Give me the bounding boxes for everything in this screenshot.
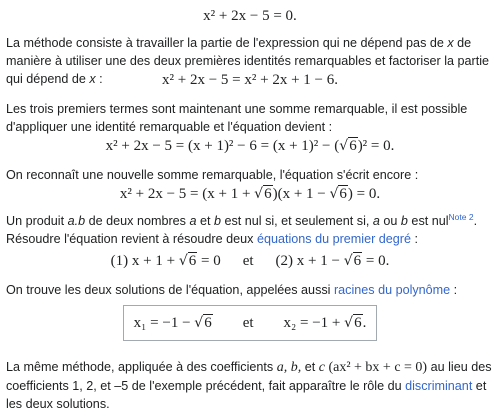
sqrt-symbol: √6 (254, 186, 272, 202)
paragraph-identity: Les trois premiers termes sont maintenant une somme remarquable, il est possible d'appliquer une identité remarquable et l'équation devient : (6, 102, 468, 134)
sqrt-symbol: √6 (344, 315, 362, 331)
equation-1 (0, 8, 500, 25)
sqrt-symbol: √6 (343, 253, 362, 269)
paragraph-solutions: On trouve les deux solutions de l'équation, appelées aussi racines du polynôme : (6, 283, 458, 297)
footnote-link[interactable]: Note 2 (448, 211, 474, 222)
paragraph-product: Un produit a.b de deux nombres a et b est nul si, et seulement si, a ou b est nul$^{Note 2}$. Résoudre l'équation revient à résoudre deux équations du premier degré : (6, 211, 478, 246)
equation-2: x² + 2x − 5 = x² + 2x + 1 − 6. (161, 72, 338, 88)
equation-text: x² + 2x − 5 = 0. (203, 8, 297, 24)
link-discriminant[interactable]: discriminant (405, 379, 473, 393)
paragraph-general-method: La même méthode, appliquée à des coefficients a, b, et c (ax² + bx + c = 0) au lieu des coefficients 1, 2, et –5 de l'exemple précédent, fait apparaître le rôle du discriminant et les deux solutions. (6, 360, 492, 411)
equation-4: x² + 2x − 5 = (x + 1 + √6)(x + 1 − √6) = 0. (119, 186, 381, 202)
link-racines-du-polynome[interactable]: racines du polynôme (333, 283, 451, 297)
sqrt-symbol: √6 (194, 315, 212, 331)
sqrt-symbol: √6 (178, 253, 197, 269)
link-equations-premier-degre[interactable]: équations du premier degré (256, 232, 411, 246)
sqrt-symbol: √6 (339, 138, 357, 154)
paragraph-method: La méthode consiste à travailler la partie de l'expression qui ne dépend pas de x de manière à utiliser une des deux premières identités remarquables et factoriser la partie qui dépend de x : (6, 36, 490, 86)
equation-5: (1) x + 1 + √6 = 0 et (2) x + 1 − √6 = 0. (110, 253, 390, 269)
equation-6 (0, 305, 500, 341)
paragraph-new-identity: On reconnaît une nouvelle somme remarquable, l'équation s'écrit encore : (6, 168, 419, 182)
equation-3: x² + 2x − 5 = (x + 1)² − 6 = (x + 1)² − (√6)² = 0. (105, 138, 395, 154)
boxed-solutions: x₁ = −1 − √6 et x₂ = −1 + √6. (123, 305, 378, 341)
sqrt-symbol: √6 (329, 186, 347, 202)
